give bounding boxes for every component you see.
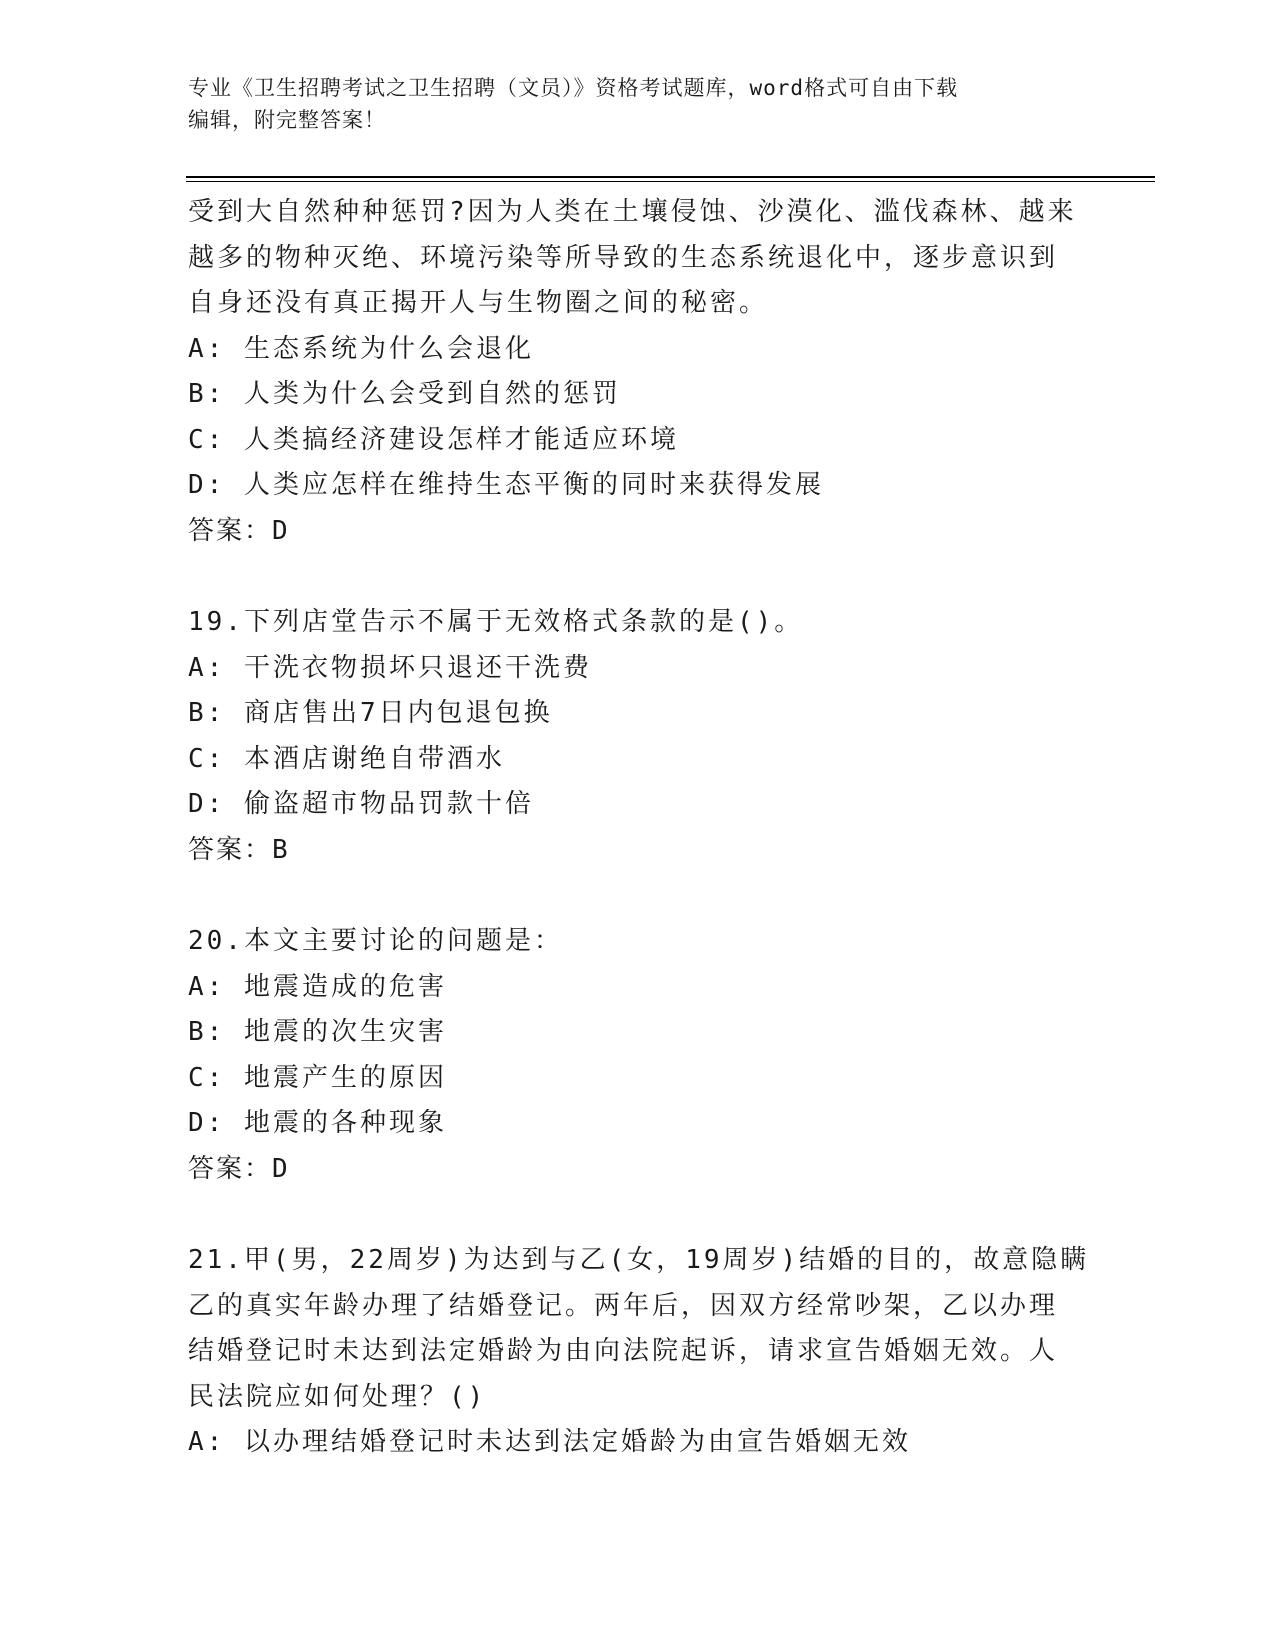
question-19 (188, 600, 1088, 873)
option-a: A: 地震造成的危害 (188, 971, 447, 1002)
header-line-1: 专业《卫生招聘考试之卫生招聘（文员）》资格考试题库，word格式可自由下载 (188, 76, 959, 100)
option-b: B: 人类为什么会受到自然的惩罚 (188, 379, 621, 409)
passage-line: 越多的物种灭绝、环境污染等所导致的生态系统退化中，逐步意识到 (188, 242, 1059, 273)
option-d: D: 偷盗超市物品罚款十倍 (188, 789, 534, 819)
header-divider-thin (186, 181, 1155, 182)
answer-label: 答案：B (188, 834, 290, 865)
header-line-2: 编辑，附完整答案！ (188, 108, 386, 132)
option-d: D: 地震的各种现象 (188, 1108, 447, 1138)
option-b: B: 地震的次生灾害 (188, 1017, 447, 1047)
question-stem: 乙的真实年龄办理了结婚登记。两年后，因双方经常吵架，乙以办理 (188, 1290, 1059, 1321)
passage-line: 受到大自然种种惩罚?因为人类在土壤侵蚀、沙漠化、滥伐森林、越来 (188, 197, 1077, 227)
option-b: B: 商店售出7日内包退包换 (188, 698, 553, 728)
spacer (188, 1192, 1088, 1238)
passage-line: 自身还没有真正揭开人与生物圈之间的秘密。 (188, 288, 769, 318)
option-c: C: 地震产生的原因 (188, 1062, 447, 1093)
question-stem: 20.本文主要讨论的问题是： (188, 926, 563, 956)
question-stem: 结婚登记时未达到法定婚龄为由向法院起诉，请求宣告婚姻无效。人 (188, 1336, 1059, 1366)
spacer (188, 873, 1088, 919)
question-stem: 21.甲(男，22周岁)为达到与乙(女，19周岁)结婚的目的，故意隐瞒 (188, 1245, 1090, 1275)
answer-label: 答案：D (188, 1153, 290, 1184)
reading-passage (188, 190, 1088, 327)
question-stem: 民法院应如何处理？() (188, 1381, 487, 1412)
answer-label: 答案：D (188, 515, 290, 546)
option-c: C: 本酒店谢绝自带酒水 (188, 743, 505, 774)
option-a: A: 生态系统为什么会退化 (188, 333, 534, 364)
question-21 (188, 1238, 1088, 1466)
document-body (188, 190, 1088, 1466)
option-a: A: 以办理结婚登记时未达到法定婚龄为由宣告婚姻无效 (188, 1427, 911, 1457)
option-c: C: 人类搞经济建设怎样才能适应环境 (188, 424, 679, 455)
header-divider-thick (186, 176, 1155, 178)
question-18 (188, 327, 1088, 555)
question-stem: 19.下列店堂告示不属于无效格式条款的是()。 (188, 607, 804, 637)
option-a: A: 干洗衣物损坏只退还干洗费 (188, 652, 592, 683)
document-header (188, 72, 1088, 136)
spacer (188, 554, 1088, 600)
option-d: D: 人类应怎样在维持生态平衡的同时来获得发展 (188, 470, 824, 500)
question-20 (188, 919, 1088, 1192)
